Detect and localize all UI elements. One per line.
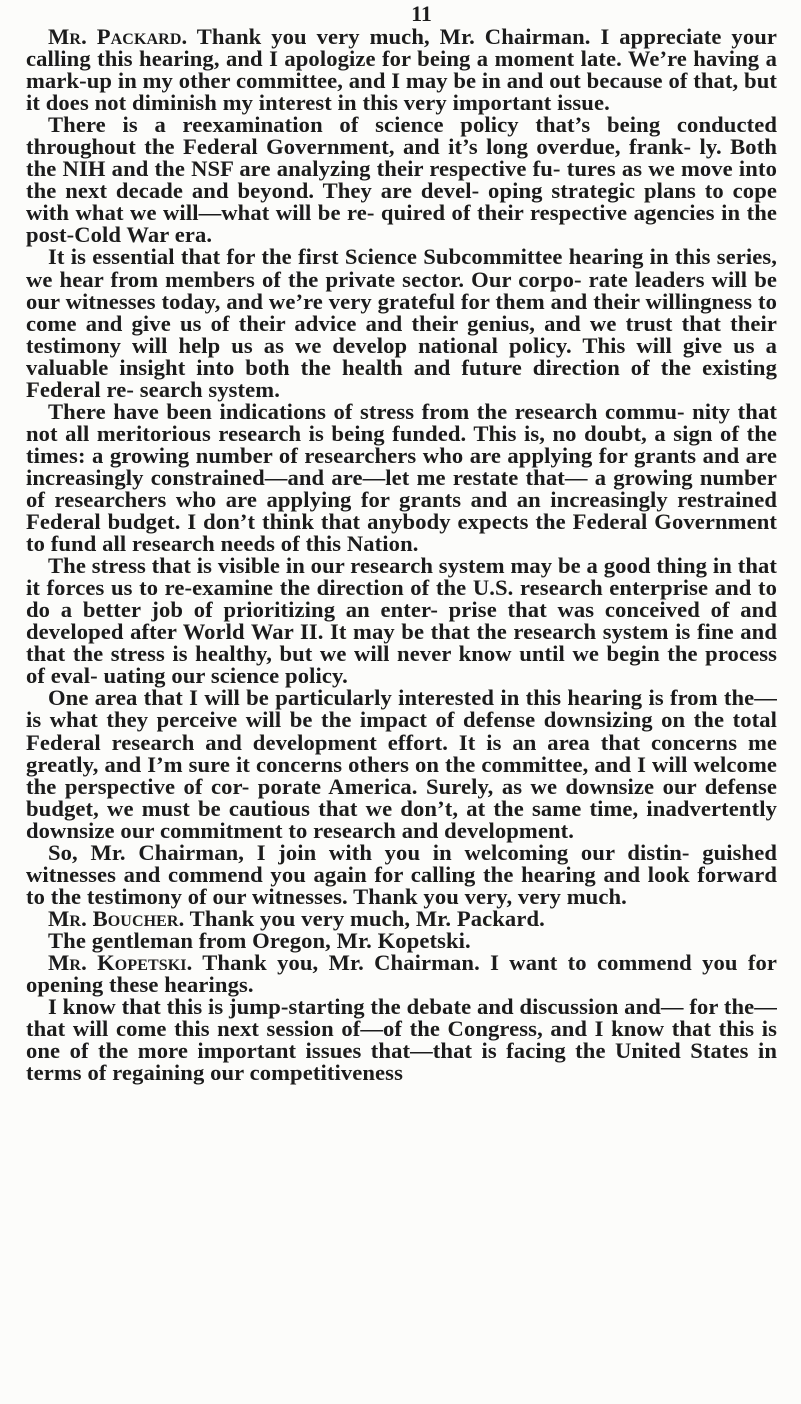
paragraph-5	[26, 555, 777, 687]
paragraph-text: The stress that is visible in our research system may be a good thing in that it forces us to re-examine the direction of the U.S. research enterprise and to do a better job of prioritizing an enter- prise that was conceived of and developed after World War II. It may be that the research system is fine and that the stress is healthy, but we will never know until we begin the process of eval- uating our science policy.	[26, 553, 777, 689]
paragraph-text: Thank you very much, Mr. Chairman. I appreciate your calling this hearing, and I apologize for being a moment late. We’re having a mark-up in my other committee, and I may be in and out because of that, but it does not diminish my interest in this very important issue.	[26, 24, 778, 116]
paragraph-text: There have been indications of stress from the research commu- nity that not all meritorious research is being funded. This is, no doubt, a sign of the times: a growing number of researchers who are applying for grants and are increasingly constrained—and are—let me restate that— a growing number of researchers who are applying for grants and an increasingly restrained Federal budget. I don’t think that anybody expects the Federal Government to fund all research needs of this Nation.	[26, 398, 777, 557]
paragraph-text: There is a reexamination of science policy that’s being conducted throughout the Federal Government, and it’s long overdue, frank- ly. Both the NIH and the NSF are analyzing their respective fu- tures as we move into the next decade and beyond. They are devel- oping strategic plans to cope with what we will—what will be re- quired of their respective agencies in the post-Cold War era.	[26, 112, 777, 248]
paragraph-2	[26, 114, 777, 246]
paragraph-8	[26, 905, 777, 931]
paragraph-10	[26, 949, 777, 998]
body-text	[26, 26, 777, 1084]
paragraph-text: One area that I will be particularly interested in this hearing is from the—is what they perceive will be the impact of defense downsizing on the total Federal research and development effort. It is an area that concerns me greatly, and I’m sure it concerns others on the committee, and I will welcome the perspective of cor- porate America. Surely, as we downsize our defense budget, we must be cautious that we don’t, at the same time, inadvertently downsize our commitment to research and development.	[26, 685, 777, 843]
paragraph-11	[26, 996, 777, 1084]
paragraph-7	[26, 839, 777, 909]
paragraph-6	[26, 687, 777, 841]
page-number: 11	[411, 1, 432, 26]
paragraph-4	[26, 398, 777, 557]
paragraph-text: It is essential that for the first Science Subcommittee hearing in this series, we hear from members of the private sector. Our corpo- rate leaders will be our witnesses today, and we’re very grateful for them and their willingness to come and give us of their advice and their genius, and we trust that their testimony will help us as we develop national policy. This will give us a valuable insight into both the health and future direction of the existing Federal re- search system.	[26, 244, 777, 402]
paragraph-text: So, Mr. Chairman, I join with you in welcoming our distin- guished witnesses and commend you again for calling the hearing and look forward to the testimony of our witnesses. Thank you very, very much.	[26, 839, 777, 909]
paragraph-9	[26, 927, 777, 953]
paragraph-text: Thank you, Mr. Chairman. I want to commend you for opening these hearings.	[26, 949, 777, 998]
paragraph-text: Thank you very much, Mr. Packard.	[184, 905, 545, 931]
paragraph-3	[26, 246, 777, 400]
paragraph-text: I know that this is jump-starting the debate and discussion and— for the—that will come this next session of—of the Congress, and I know that this is one of the more important issues that—that is facing the United States in terms of regaining our competitiveness	[26, 994, 777, 1086]
paragraph-1	[26, 26, 777, 114]
speaker-name: Mr. Packard.	[48, 24, 188, 49]
speaker-name: Mr. Kopetski.	[48, 949, 193, 975]
paragraph-text: The gentleman from Oregon, Mr. Kopetski.	[48, 927, 471, 953]
speaker-name: Mr. Boucher.	[48, 905, 185, 931]
